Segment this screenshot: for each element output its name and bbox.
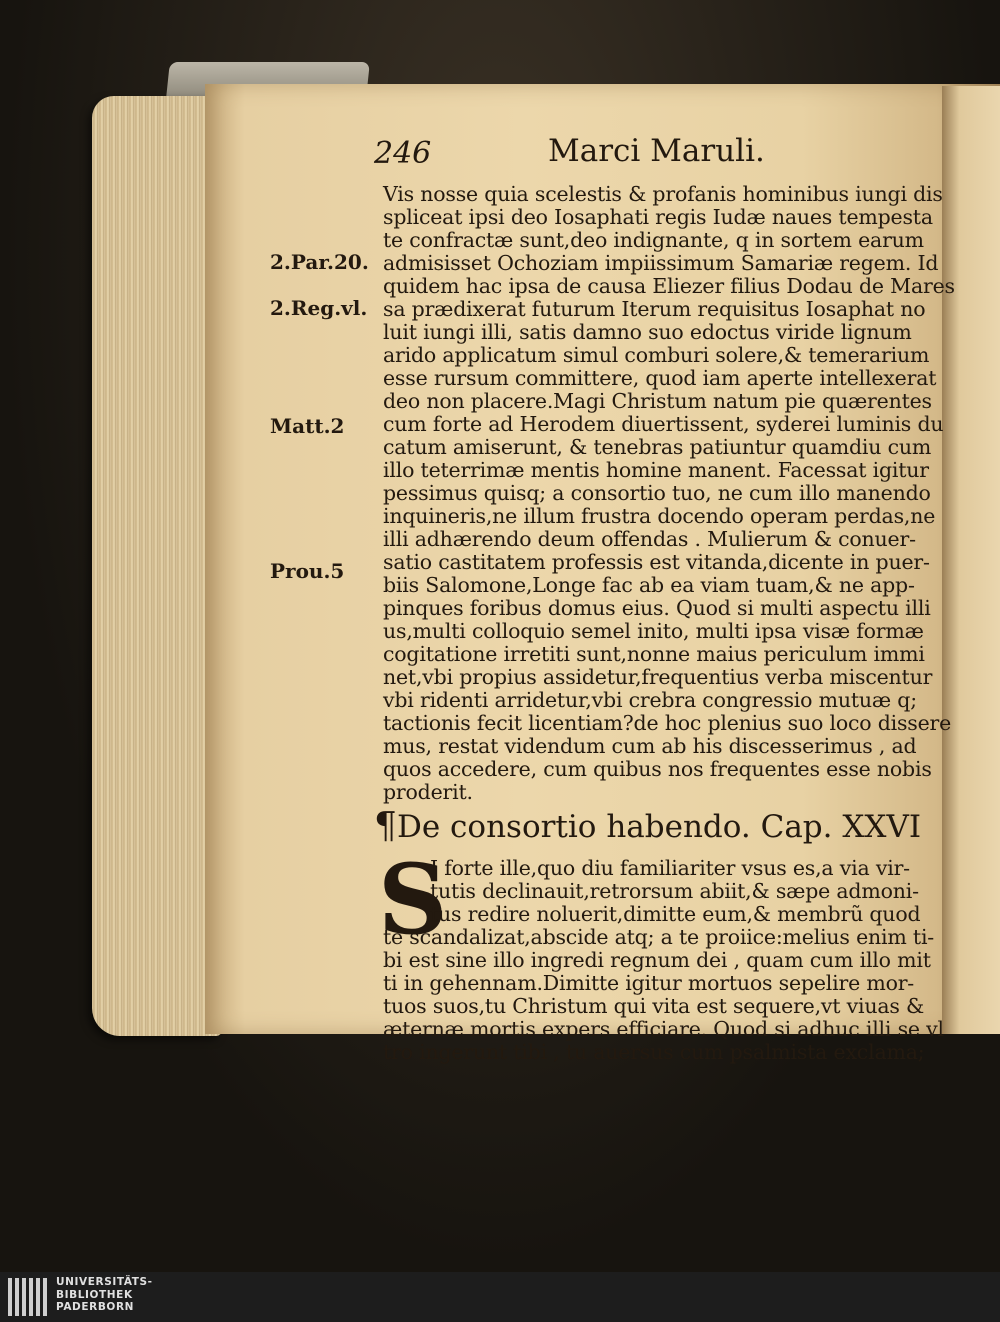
library-line: BIBLIOTHEK <box>56 1288 133 1301</box>
body-line: arido applicatum simul comburi solere,& temerarium <box>383 343 930 367</box>
chapter-line: ti in gehennam.Dimitte igitur mortuos sepelire mor- <box>383 971 915 995</box>
page-number: 246 <box>374 136 432 171</box>
library-name <box>56 1276 153 1314</box>
body-line: spliceat ipsi deo Iosaphati regis Iudæ naues tempesta <box>383 205 933 229</box>
library-logo-icon <box>8 1278 50 1316</box>
pilcrow-mark: ¶ <box>374 806 397 847</box>
body-line: proderit. <box>383 780 473 804</box>
body-line: pessimus quisq; a consortio tuo, ne cum illo manendo <box>383 481 931 505</box>
body-line: vbi ridenti arridetur,vbi crebra congressio mutuæ q; <box>383 688 917 712</box>
body-line: quos accedere, cum quibus nos frequentes esse nobis <box>383 757 932 781</box>
margin-note: 2.Reg.vl. <box>270 296 368 320</box>
body-line: Vis nosse quia scelestis & profanis hominibus iungi dis <box>383 182 943 206</box>
body-line: catum amiserunt, & tenebras patiuntur quamdiu cum <box>383 435 932 459</box>
body-line: cum forte ad Herodem diuertissent, syderei luminis du <box>383 412 944 436</box>
chapter-line: bi est sine illo ingredi regnum dei , quam cum illo mit <box>383 948 931 972</box>
chapter-line: tutis declinauit,retrorsum abiit,& sæpe admoni- <box>430 879 919 903</box>
facing-page <box>942 86 1000 1034</box>
margin-note: 2.Par.20. <box>270 250 369 274</box>
body-line: quidem hac ipsa de causa Eliezer filius Dodau de Mares <box>383 274 955 298</box>
body-line: inquineris,ne illum frustra docendo operam perdas,ne <box>383 504 936 528</box>
chapter-line: te scandalizat,abscide atq; a te proiice:melius enim ti- <box>383 925 935 949</box>
chapter-line: tus redire noluerit,dimitte eum,& membrũ quod <box>430 902 921 926</box>
margin-note: Prou.5 <box>270 559 345 583</box>
body-line: admisisset Ochoziam impiissimum Samariæ regem. Id <box>383 251 939 275</box>
body-line: deo non placere.Magi Christum natum pie quærentes <box>383 389 932 413</box>
page-edges <box>92 96 222 1036</box>
chapter-line: tro ingerunt tibi , tu auersus cum psalmista exclama; <box>383 1040 925 1064</box>
body-line: sa prædixerat futurum Iterum requisitus Iosaphat no <box>383 297 926 321</box>
margin-note: Matt.2 <box>270 414 345 438</box>
drop-cap: S <box>378 843 448 956</box>
body-line: net,vbi propius assidetur,frequentius verba miscentur <box>383 665 933 689</box>
running-head: Marci Maruli. <box>548 133 765 169</box>
body-line: tactionis fecit licentiam?de hoc plenius suo loco dissere <box>383 711 952 735</box>
body-line: esse rursum committere, quod iam aperte intellexerat <box>383 366 937 390</box>
body-line: pinques foribus domus eius. Quod si multi aspectu illi <box>383 596 931 620</box>
chapter-line: tuos suos,tu Christum qui vita est sequere,vt viuas & <box>383 994 925 1018</box>
library-line: PADERBORN <box>56 1301 135 1313</box>
chapter-line: æternæ mortis expers efficiare. Quod si adhuc illi se vl <box>383 1017 944 1041</box>
body-line: mus, restat videndum cum ab his discesserimus , ad <box>383 734 917 758</box>
body-line: us,multi colloquio semel inito, multi ipsa visæ formæ <box>383 619 924 643</box>
body-line: biis Salomone,Longe fac ab ea viam tuam,& ne app- <box>383 573 915 597</box>
body-line: cogitatione irretiti sunt,nonne maius periculum immi <box>383 642 925 666</box>
body-line: luit iungi illi, satis damno suo edoctus viride lignum <box>383 320 912 344</box>
body-line: te confractæ sunt,deo indignante, q in sortem earum <box>383 228 924 252</box>
body-line: illo teterrimæ mentis homine manent. Facessat igitur <box>383 458 929 482</box>
body-line: illi adhærendo deum offendas . Mulierum & conuer- <box>383 527 916 551</box>
library-line: UNIVERSITÄTS- <box>56 1276 153 1288</box>
body-line: satio castitatem professis est vitanda,dicente in puer- <box>383 550 930 574</box>
chapter-line: I forte ille,quo diu familiariter vsus es,a via vir- <box>430 856 910 880</box>
chapter-heading: De consortio habendo. Cap. XXVI <box>397 809 922 845</box>
